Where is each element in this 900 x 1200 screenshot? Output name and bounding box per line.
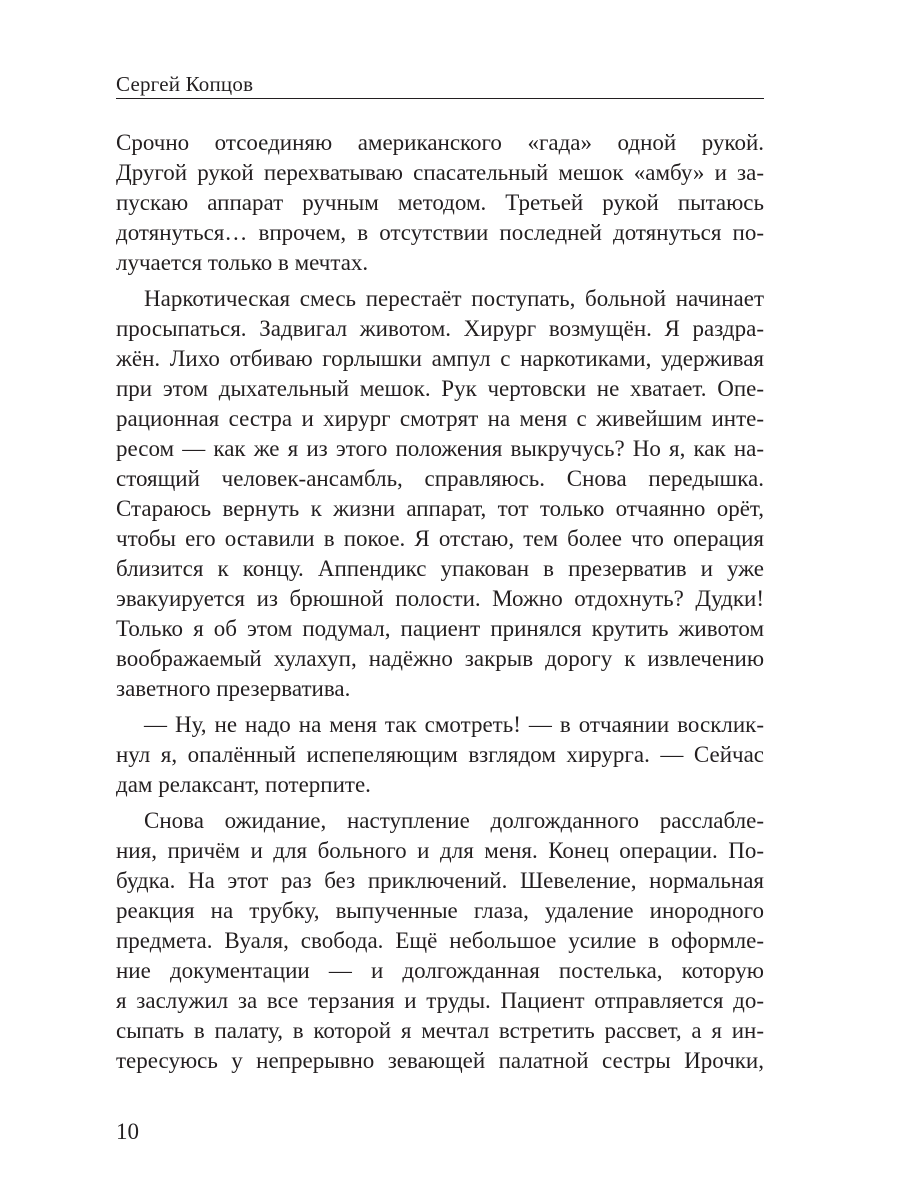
text-line: рационная сестра и хирург смотрят на меня с живейшим инте- bbox=[116, 406, 764, 431]
text-line: будка. На этот раз без приключений. Шевеление, нормальная bbox=[116, 868, 764, 893]
text-line: заветного презерватива. bbox=[116, 676, 351, 701]
text-line: Срочно отсоединяю американского «гада» одной рукой. bbox=[116, 130, 764, 155]
text-line: близится к концу. Аппендикс упакован в презерватив и уже bbox=[116, 556, 764, 581]
text-line: нул я, опалённый испепеляющим взглядом хирурга. — Сейчас bbox=[116, 742, 764, 767]
text-line: сыпать в палату, в которой я мечтал встретить рассвет, а я ин- bbox=[116, 1018, 764, 1043]
page-number: 10 bbox=[116, 1119, 139, 1144]
body-text bbox=[116, 128, 764, 1082]
text-line: чтобы его оставили в покое. Я отстаю, тем более что операция bbox=[116, 526, 764, 551]
running-head-author: Сергей Копцов bbox=[116, 72, 254, 96]
text-line: я заслужил за все терзания и труды. Пациент отправляется до- bbox=[116, 988, 764, 1013]
text-line: ние документации — и долгожданная постелька, которую bbox=[116, 958, 764, 983]
text-line: эвакуируется из брюшной полости. Можно отдохнуть? Дудки! bbox=[116, 586, 764, 611]
text-line: лучается только в мечтах. bbox=[116, 250, 369, 275]
text-line: Другой рукой перехватываю спасательный мешок «амбу» и за- bbox=[116, 160, 764, 185]
paragraph bbox=[116, 806, 764, 1076]
text-line: просыпаться. Задвигал животом. Хирург возмущён. Я раздра- bbox=[116, 316, 764, 341]
text-line: при этом дыхательный мешок. Рук чертовски не хватает. Опе- bbox=[116, 376, 764, 401]
header-rule bbox=[116, 98, 764, 99]
text-line: Наркотическая смесь перестаёт поступать, больной начинает bbox=[144, 286, 764, 311]
text-line: предмета. Вуаля, свобода. Ещё небольшое усилие в оформле- bbox=[116, 928, 764, 953]
text-line: тересуюсь у непрерывно зевающей палатной сестры Ирочки, bbox=[116, 1048, 764, 1073]
text-line: пускаю аппарат ручным методом. Третьей рукой пытаюсь bbox=[116, 190, 764, 215]
paragraph bbox=[116, 710, 764, 800]
text-line: Только я об этом подумал, пациент принялся крутить животом bbox=[116, 616, 764, 641]
text-line: Снова ожидание, наступление долгожданного расслабле- bbox=[144, 808, 764, 833]
paragraph bbox=[116, 128, 764, 278]
text-line: стоящий человек-ансамбль, справляюсь. Снова передышка. bbox=[116, 466, 764, 491]
text-line: ния, причём и для больного и для меня. Конец операции. По- bbox=[116, 838, 764, 863]
text-line: реакция на трубку, выпученные глаза, удаление инородного bbox=[116, 898, 764, 923]
text-line: ресом — как же я из этого положения выкручусь? Но я, как на- bbox=[116, 436, 764, 461]
text-line: — Ну, не надо на меня так смотреть! — в отчаянии восклик- bbox=[144, 712, 764, 737]
paragraph bbox=[116, 284, 764, 704]
text-line: Стараюсь вернуть к жизни аппарат, тот только отчаянно орёт, bbox=[116, 496, 764, 521]
text-line: дотянуться… впрочем, в отсутствии последней дотянуться по- bbox=[116, 220, 764, 245]
text-line: дам релаксант, потерпите. bbox=[116, 772, 371, 797]
text-line: воображаемый хулахуп, надёжно закрыв дорогу к извлечению bbox=[116, 646, 764, 671]
text-line: жён. Лихо отбиваю горлышки ампул с наркотиками, удерживая bbox=[116, 346, 764, 371]
